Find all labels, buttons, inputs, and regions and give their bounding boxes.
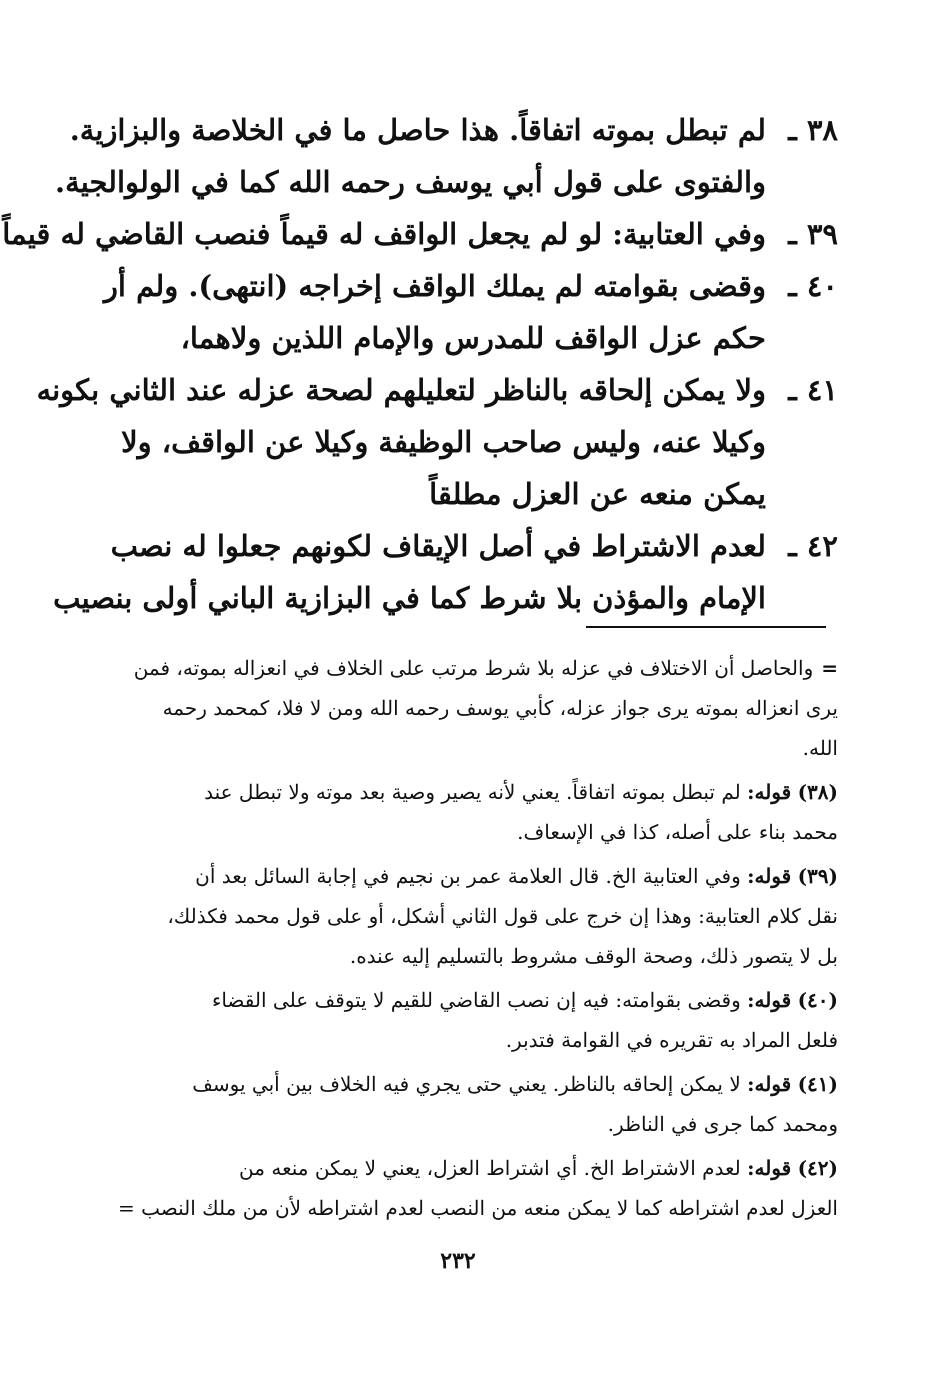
footnote-line: بل لا يتصور ذلك، وصحة الوقف مشروط بالتسليم إليه عنده. <box>349 944 838 968</box>
document-page <box>2 96 838 1346</box>
entry-number: ٤٠ ـ <box>788 269 838 303</box>
footnote <box>78 856 838 976</box>
entry-text <box>55 104 766 208</box>
continuation-mark: = <box>821 656 838 680</box>
footnote-line: يرى انعزاله بموته يرى جواز عزله، كأبي يوسف رحمه الله ومن لا فلا، كمحمد رحمه <box>162 696 838 720</box>
main-entry <box>78 260 838 364</box>
footnote-number: (٣٨) <box>797 780 838 804</box>
footnote-key: قوله: <box>747 864 792 888</box>
footnote-key: قوله: <box>747 1156 792 1180</box>
footnote-number: (٣٩) <box>797 864 838 888</box>
entry-text <box>53 520 766 624</box>
entry-number: ٤١ ـ <box>788 373 838 407</box>
footnote-continuation <box>78 648 838 768</box>
footnote-line: فلعل المراد به تقريره في القوامة فتدبر. <box>505 1028 838 1052</box>
entry-text <box>37 364 766 520</box>
footnote-key: قوله: <box>747 1072 792 1096</box>
footnote-line: الله. <box>802 736 838 760</box>
footnote-line: لعدم الاشتراط الخ. أي اشتراط العزل، يعني لا يمكن منعه من <box>239 1156 741 1180</box>
main-entry <box>36 364 838 520</box>
entry-text <box>78 260 766 364</box>
footnote-line: وقضى بقوامته: فيه إن نصب القاضي للقيم لا يتوقف على القضاء <box>211 988 741 1012</box>
footnote <box>78 980 838 1060</box>
footnote-line: لم تبطل بموته اتفاقاً. يعني لأنه يصير وصية بعد موته ولا تبطل عند <box>204 780 741 804</box>
entry-number: ٣٨ ـ <box>788 113 838 147</box>
entry-line: الإمام والمؤذن بلا شرط كما في البزازية الباني أولى بنصيب <box>53 581 766 615</box>
entry-line: وقضى بقوامته لم يملك الواقف إخراجه (انتهى). ولم أر <box>103 269 766 303</box>
footnote-key: قوله: <box>747 988 792 1012</box>
entry-line: لعدم الاشتراط في أصل الإيقاف لكونهم جعلوا له نصب <box>110 529 766 563</box>
footnote-line: محمد بناء على أصله، كذا في الإسعاف. <box>517 820 838 844</box>
main-text <box>2 104 838 624</box>
entry-text <box>2 208 766 260</box>
main-entry <box>53 520 838 624</box>
footnote-separator <box>586 626 826 628</box>
footnote-number: (٤١) <box>797 1072 838 1096</box>
footnote <box>78 772 838 852</box>
main-entry <box>2 208 838 260</box>
footnote-number: (٤٢) <box>797 1156 838 1180</box>
page-number: ٢٣٢ <box>440 1248 476 1274</box>
footnote <box>78 1148 838 1228</box>
entry-line: يمكن منعه عن العزل مطلقاً <box>429 477 766 511</box>
entry-line: وفي العتابية: لو لم يجعل الواقف له قيماً فنصب القاضي له قيماً <box>2 217 766 251</box>
footnotes <box>78 648 838 1232</box>
footnote-line: وفي العتابية الخ. قال العلامة عمر بن نجيم في إجابة السائل بعد أن <box>195 864 741 888</box>
entry-line: ولا يمكن إلحاقه بالناظر لتعليلهم لصحة عزله عند الثاني بكونه <box>36 373 766 407</box>
entry-number: ٣٩ ـ <box>788 217 838 251</box>
footnote-line: لا يمكن إلحاقه بالناظر. يعني حتى يجري فيه الخلاف بين أبي يوسف <box>192 1072 741 1096</box>
footnote-line: ومحمد كما جرى في الناظر. <box>607 1112 838 1136</box>
footnote-key: قوله: <box>747 780 792 804</box>
footnote-line: والحاصل أن الاختلاف في عزله بلا شرط مرتب على الخلاف في انعزاله بموته، فمن <box>133 656 814 680</box>
entry-line: وكيلا عنه، وليس صاحب الوظيفة وكيلا عن الواقف، ولا <box>121 425 766 459</box>
footnote-line: نقل كلام العتابية: وهذا إن خرج على قول الثاني أشكل، أو على قول محمد فكذلك، <box>167 904 838 928</box>
entry-number: ٤٢ ـ <box>788 529 838 563</box>
main-entry <box>55 104 838 208</box>
footnote <box>78 1064 838 1144</box>
footnote-number: (٤٠) <box>797 988 838 1012</box>
entry-line: لم تبطل بموته اتفاقاً. هذا حاصل ما في الخلاصة والبزازية. <box>69 113 766 147</box>
entry-line: حكم عزل الواقف للمدرس والإمام اللذين ولاهما، <box>180 321 766 355</box>
footnote-line: العزل لعدم اشتراطه كما لا يمكن منعه من النصب لعدم اشتراطه لأن من ملك النصب = <box>118 1196 838 1220</box>
entry-line: والفتوى على قول أبي يوسف رحمه الله كما في الولوالجية. <box>55 165 766 199</box>
